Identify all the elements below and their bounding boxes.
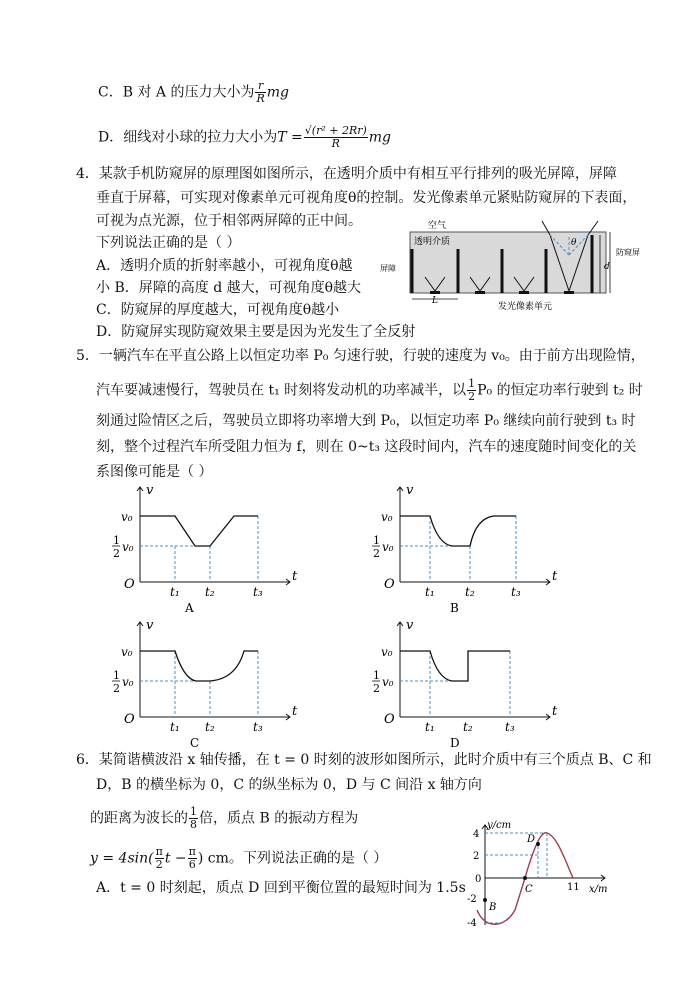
svg-text:v₀: v₀ — [122, 675, 134, 689]
q6-equation: y = 4sin( $\frac{\pi}{2}$ t − $\frac{\pi}{6}$ ) cm。下列说法正确的是（ ） — [90, 845, 388, 871]
graph-label: B — [450, 601, 459, 615]
velocity-curve — [400, 516, 516, 546]
q4-option-d: D．防窥屏实现防窥效果主要是因为光发生了全反射 — [96, 324, 416, 340]
svg-text:v: v — [406, 618, 414, 633]
q5-stem-line5: 系图像可能是（ ） — [96, 464, 213, 480]
q4-stem-line3: 可视为点光源，位于相邻两屏障的正中间。 — [96, 213, 362, 229]
fraction-tension: $\frac{\text{√(r² + 2Rr)}}{R}$ — [304, 124, 367, 150]
fraction-one-half: $\frac{1}{2}$ — [468, 377, 476, 403]
half-v0-label: v₀ — [122, 540, 134, 554]
svg-text:1: 1 — [113, 669, 120, 682]
svg-text:11: 11 — [567, 882, 580, 893]
q6-stem-line1: 6．某简谐横波沿 x 轴传播，在 t = 0 时刻的波形如图所示，此时介质中有三个质点 B、C 和 — [76, 752, 652, 768]
svg-text:2: 2 — [473, 851, 480, 862]
svg-text:2: 2 — [113, 682, 120, 695]
svg-text:v₀: v₀ — [381, 645, 393, 659]
svg-text:t₃: t₃ — [253, 720, 263, 734]
svg-text:-2: -2 — [467, 894, 477, 905]
svg-text:t₃: t₃ — [505, 720, 515, 734]
q5-graph-d — [370, 617, 560, 752]
q4-option-a: A．透明介质的折射率越小，可视角度θ越 — [96, 258, 353, 274]
t-axis-label: t — [292, 569, 298, 584]
svg-text:D: D — [527, 834, 536, 845]
q6-wave-figure — [465, 820, 625, 930]
q4-stem-line1: 4．某款手机防窥屏的原理图如图所示，在透明介质中有相互平行排列的吸光屏障，屏障 — [76, 166, 617, 182]
svg-text:t: t — [292, 704, 298, 719]
svg-text:t₂: t₂ — [205, 720, 215, 734]
q3-option-d: D．细线对小球的拉力大小为T = $\frac{\text{√(r² + 2Rr)}}{R}$ mg — [98, 124, 392, 150]
svg-text:2: 2 — [373, 547, 380, 560]
medium-label: 透明介质 — [414, 237, 451, 247]
svg-text:v₀: v₀ — [381, 510, 393, 524]
svg-text:t₁: t₁ — [170, 585, 180, 599]
q6-option-a: A．t = 0 时刻起，质点 D 回到平衡位置的最短时间为 1.5s — [96, 880, 466, 896]
q5-stem-line1: 5．一辆汽车在平直公路上以恒定功率 P₀ 匀速行驶，行驶的速度为 v₀。由于前方出现险情， — [76, 348, 645, 364]
svg-text:t₂: t₂ — [465, 585, 475, 599]
q5-stem-line2: 汽车要减速慢行，驾驶员在 t₁ 时刻将发动机的功率减半，以 $\frac{1}{2}$ P₀ 的恒定功率行驶到 t₂ 时 — [96, 377, 643, 403]
graph-label: A — [185, 601, 194, 615]
fraction-one-eighth: $\frac{1}{8}$ — [190, 805, 197, 831]
velocity-curve — [140, 651, 258, 681]
L-label: L — [432, 296, 438, 306]
x-axis-label: x/m — [589, 884, 608, 895]
svg-text:t₃: t₃ — [511, 585, 521, 599]
origin-label: O — [124, 577, 135, 592]
q5-stem-line4: 刻，整个过程汽车所受阻力恒为 f，则在 0~t₃ 这段时间内，汽车的速度随时间变化的关 — [96, 439, 637, 455]
svg-text:1: 1 — [113, 534, 120, 547]
v-axis-label: v — [146, 483, 154, 498]
point-c — [523, 876, 527, 880]
theta-label: θ — [571, 238, 577, 248]
svg-text:O: O — [384, 712, 395, 727]
graph-label: C — [190, 736, 200, 750]
svg-text:O: O — [124, 712, 135, 727]
point-b — [483, 898, 487, 902]
q4-option-c: C．防窥屏的厚度越大，可视角度θ越小 — [96, 302, 340, 318]
svg-text:v₀: v₀ — [382, 540, 394, 554]
svg-text:2: 2 — [373, 682, 380, 695]
svg-text:1: 1 — [373, 669, 380, 682]
q6-stem-line2: D，B 的横坐标为 0，C 的纵坐标为 0，D 与 C 间沿 x 轴方向 — [96, 777, 482, 793]
fraction-r-over-R: $\frac{r}{R}$ — [256, 79, 265, 105]
velocity-curve — [400, 651, 510, 681]
svg-text:v₀: v₀ — [382, 675, 394, 689]
svg-text:t₃: t₃ — [253, 585, 263, 599]
pixel-label: 发光像素单元 — [498, 302, 553, 312]
q3-option-c: C．B 对 A 的压力大小为 $\frac{r}{R}$ mg — [98, 79, 290, 105]
svg-text:0: 0 — [475, 874, 482, 885]
graph-label: D — [450, 736, 460, 750]
velocity-curve — [140, 516, 258, 546]
svg-text:4: 4 — [473, 829, 480, 840]
q5-graph-b — [370, 482, 560, 617]
svg-text:t₂: t₂ — [205, 585, 215, 599]
point-d — [536, 842, 540, 846]
q5-graph-c — [110, 617, 300, 752]
svg-text:t₂: t₂ — [463, 720, 473, 734]
svg-text:C: C — [525, 884, 533, 895]
q4-privacy-screen-figure — [378, 215, 638, 320]
svg-text:v: v — [406, 483, 414, 498]
q4-option-b: 小 B．屏障的高度 d 越大，可视角度θ越大 — [96, 280, 362, 296]
q4-stem-line4: 下列说法正确的是（ ） — [96, 235, 241, 251]
air-label: 空气 — [428, 221, 447, 231]
svg-text:t: t — [552, 704, 558, 719]
svg-text:B: B — [489, 902, 497, 913]
q4-stem-line2: 垂直于屏幕，可实现对像素单元可视角度θ的控制。发光像素单元紧贴防窥屏的下表面， — [96, 190, 637, 206]
screen-label: 防窥屏 — [616, 248, 640, 257]
q5-graph-a — [110, 482, 300, 617]
d-label: d — [604, 262, 610, 272]
svg-text:-4: -4 — [467, 918, 477, 929]
svg-text:t₁: t₁ — [170, 720, 180, 734]
svg-text:O: O — [384, 577, 395, 592]
svg-text:t: t — [552, 569, 558, 584]
y-axis-label: y/cm — [487, 820, 512, 831]
svg-text:t₁: t₁ — [425, 585, 435, 599]
svg-text:v: v — [146, 618, 154, 633]
q5-stem-line3: 刻通过险情区之后，驾驶员立即将功率增大到 P₀，以恒定功率 P₀ 继续向前行驶到 t₃ 时 — [96, 413, 636, 429]
barrier-label: 屏障 — [380, 264, 396, 273]
v0-label: v₀ — [121, 510, 133, 524]
svg-text:2: 2 — [113, 547, 120, 560]
svg-text:t₁: t₁ — [425, 720, 435, 734]
svg-text:v₀: v₀ — [121, 645, 133, 659]
svg-text:1: 1 — [373, 534, 380, 547]
q6-stem-line3: 的距离为波长的 $\frac{1}{8}$ 倍，质点 B 的振动方程为 — [90, 805, 359, 831]
